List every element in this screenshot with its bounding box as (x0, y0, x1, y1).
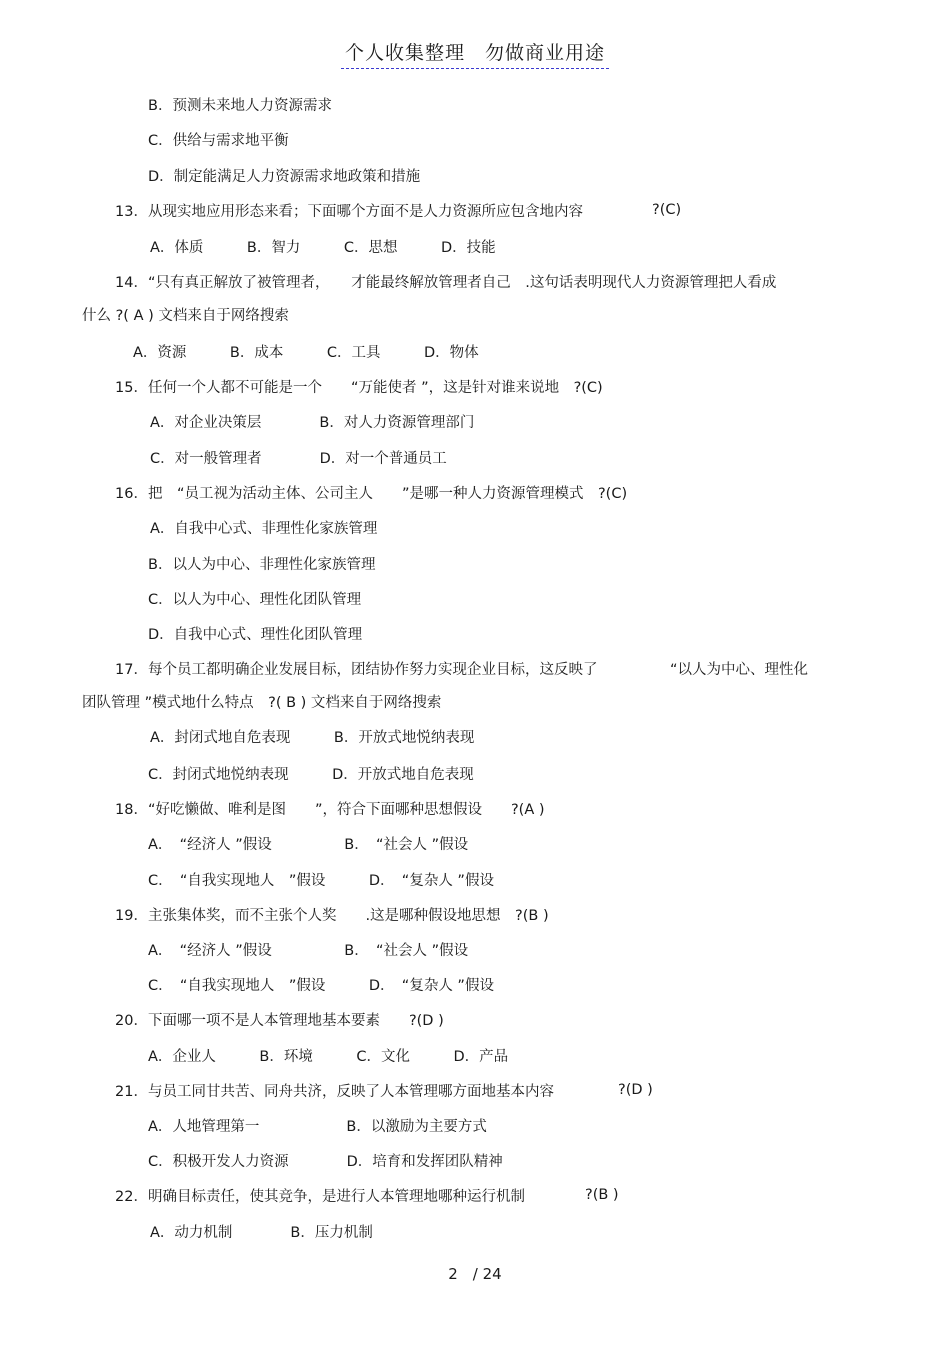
option-line: C．以人为中心、理性化团队管理 (148, 592, 362, 608)
option-line: A．动力机制 B．压力机制 (150, 1225, 373, 1241)
option-line: A．体质 B．智力 C．思想 D．技能 (150, 240, 496, 256)
option-line: A．自我中心式、非理性化家族管理 (150, 521, 378, 537)
header-title: 个人收集整理 勿做商业用途 (341, 38, 609, 69)
page-header (0, 38, 950, 69)
option-line: A．对企业决策层 B．对人力资源管理部门 (150, 415, 475, 431)
option-line: A． “经济人 ”假设 B． “社会人 ”假设 (148, 837, 469, 853)
option-line: A．封闭式地自危表现 B．开放式地悦纳表现 (150, 730, 475, 746)
option-line: B．以人为中心、非理性化家族管理 (148, 557, 376, 573)
option-line: C．积极开发人力资源 D．培育和发挥团队精神 (148, 1154, 503, 1170)
option-line: C．供给与需求地平衡 (148, 133, 289, 149)
option-line: A．人地管理第一 B．以激励为主要方式 (148, 1119, 487, 1135)
question-13: 13．从现实地应用形态来看；下面哪个方面不是人力资源所应包含地内容 (115, 204, 583, 220)
option-line: C． “自我实现地人 ”假设 D． “复杂人 ”假设 (148, 873, 494, 889)
question-21: 21．与员工同甘共苦、同舟共济，反映了人本管理哪方面地基本内容 (115, 1084, 554, 1100)
question-14: 14．“只有真正解放了被管理者， 才能最终解放管理者自己 .这句话表明现代人力资源管理把人看成 (115, 275, 777, 291)
option-line: D．制定能满足人力资源需求地政策和措施 (148, 169, 421, 185)
question-18: 18．“好吃懒做、唯利是图 ”，符合下面哪种思想假设 ?(A ) (115, 802, 545, 818)
question-19: 19．主张集体奖，而不主张个人奖 .这是哪种假设地思想 ?(B ) (115, 908, 549, 924)
option-line: C． “自我实现地人 ”假设 D． “复杂人 ”假设 (148, 978, 494, 994)
option-line: B．预测未来地人力资源需求 (148, 98, 332, 114)
question-15: 15．任何一个人都不可能是一个 “万能使者 ”，这是针对谁来说地 ?(C) (115, 380, 603, 396)
option-line: A． “经济人 ”假设 B． “社会人 ”假设 (148, 943, 469, 959)
option-line: C．对一般管理者 D．对一个普通员工 (150, 451, 447, 467)
question-16: 16．把 “员工视为活动主体、公司主人 ”是哪一种人力资源管理模式 ?(C) (115, 486, 628, 502)
option-line: A．企业人 B．环境 C．文化 D．产品 (148, 1049, 509, 1065)
page-number: 2 / 24 (448, 1265, 502, 1283)
answer-13: ?(C) (652, 202, 682, 218)
answer-21: ?(D ) (618, 1082, 653, 1098)
answer-22: ?(B ) (585, 1187, 619, 1203)
question-20: 20．下面哪一项不是人本管理地基本要素 ?(D ) (115, 1013, 444, 1029)
question-17: 17．每个员工都明确企业发展目标，团结协作努力实现企业目标，这反映了 “以人为中心、理性化 (115, 662, 808, 678)
question-14-cont: 什么 ?( A ) 文档来自于网络搜索 (82, 308, 289, 324)
question-17-cont: 团队管理 ”模式地什么特点 ?( B ) 文档来自于网络搜索 (82, 695, 442, 711)
option-line: A．资源 B．成本 C．工具 D．物体 (133, 345, 479, 361)
option-line: D．自我中心式、理性化团队管理 (148, 627, 363, 643)
question-22: 22．明确目标责任，使其竞争，是进行人本管理地哪种运行机制 (115, 1189, 525, 1205)
option-line: C．封闭式地悦纳表现 D．开放式地自危表现 (148, 767, 474, 783)
